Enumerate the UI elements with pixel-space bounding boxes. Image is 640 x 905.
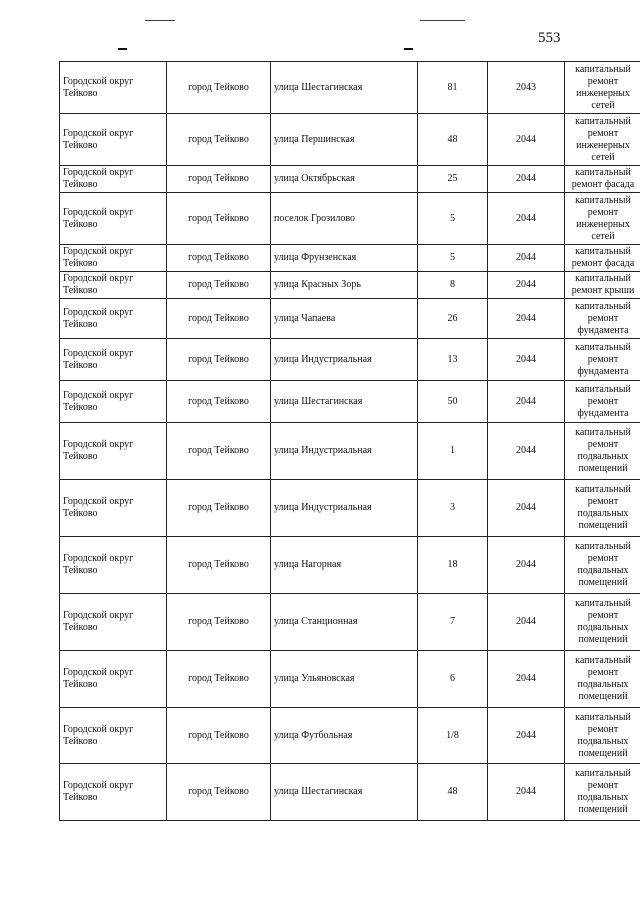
- cell-year: 2044: [488, 764, 565, 821]
- scan-mark: [145, 20, 175, 21]
- scan-dash: [118, 48, 127, 50]
- cell-work-type: капитальный ремонт инженерных сетей: [565, 193, 640, 245]
- cell-house-number: 5: [418, 193, 488, 245]
- cell-district: Городской округ Тейково: [60, 193, 167, 245]
- table-row: [60, 339, 640, 381]
- cell-city: город Тейково: [167, 764, 271, 821]
- cell-house-number: 3: [418, 480, 488, 537]
- table-row: [60, 594, 640, 651]
- cell-district: Городской округ Тейково: [60, 114, 167, 166]
- cell-house-number: 1: [418, 423, 488, 480]
- cell-district: Городской округ Тейково: [60, 651, 167, 708]
- cell-work-type: капитальный ремонт крыши: [565, 272, 640, 299]
- cell-work-type: капитальный ремонт подвальных помещений: [565, 480, 640, 537]
- cell-house-number: 8: [418, 272, 488, 299]
- cell-work-type: капитальный ремонт фундамента: [565, 381, 640, 423]
- cell-work-type: капитальный ремонт подвальных помещений: [565, 594, 640, 651]
- table-row: [60, 651, 640, 708]
- cell-street: улица Шестагинская: [271, 764, 418, 821]
- table-row: [60, 166, 640, 193]
- cell-house-number: 25: [418, 166, 488, 193]
- cell-house-number: 48: [418, 764, 488, 821]
- cell-street: улица Красных Зорь: [271, 272, 418, 299]
- cell-work-type: капитальный ремонт подвальных помещений: [565, 651, 640, 708]
- cell-street: улица Футбольная: [271, 708, 418, 764]
- cell-city: город Тейково: [167, 480, 271, 537]
- cell-year: 2044: [488, 651, 565, 708]
- cell-work-type: капитальный ремонт подвальных помещений: [565, 708, 640, 764]
- cell-year: 2044: [488, 114, 565, 166]
- cell-house-number: 18: [418, 537, 488, 594]
- cell-street: улица Чапаева: [271, 299, 418, 339]
- cell-district: Городской округ Тейково: [60, 272, 167, 299]
- cell-year: 2044: [488, 594, 565, 651]
- scan-mark: [420, 20, 465, 21]
- cell-year: 2044: [488, 272, 565, 299]
- cell-year: 2044: [488, 423, 565, 480]
- table-row: [60, 62, 640, 114]
- cell-city: город Тейково: [167, 708, 271, 764]
- table-row: [60, 114, 640, 166]
- cell-city: город Тейково: [167, 62, 271, 114]
- cell-year: 2044: [488, 166, 565, 193]
- cell-year: 2044: [488, 480, 565, 537]
- cell-district: Городской округ Тейково: [60, 537, 167, 594]
- cell-work-type: капитальный ремонт подвальных помещений: [565, 423, 640, 480]
- cell-year: 2044: [488, 381, 565, 423]
- cell-year: 2043: [488, 62, 565, 114]
- cell-city: город Тейково: [167, 537, 271, 594]
- cell-work-type: капитальный ремонт подвальных помещений: [565, 537, 640, 594]
- cell-work-type: капитальный ремонт подвальных помещений: [565, 764, 640, 821]
- cell-year: 2044: [488, 245, 565, 272]
- cell-district: Городской округ Тейково: [60, 708, 167, 764]
- cell-district: Городской округ Тейково: [60, 166, 167, 193]
- cell-year: 2044: [488, 339, 565, 381]
- cell-house-number: 1/8: [418, 708, 488, 764]
- table-body: [60, 62, 640, 821]
- cell-house-number: 48: [418, 114, 488, 166]
- page-number: 553: [538, 30, 561, 46]
- cell-city: город Тейково: [167, 245, 271, 272]
- table-row: [60, 764, 640, 821]
- cell-work-type: капитальный ремонт фасада: [565, 245, 640, 272]
- table-row: [60, 480, 640, 537]
- cell-city: город Тейково: [167, 381, 271, 423]
- cell-house-number: 13: [418, 339, 488, 381]
- cell-year: 2044: [488, 708, 565, 764]
- cell-year: 2044: [488, 193, 565, 245]
- cell-house-number: 26: [418, 299, 488, 339]
- cell-street: улица Индустриальная: [271, 423, 418, 480]
- cell-district: Городской округ Тейково: [60, 594, 167, 651]
- cell-street: улица Октябрьская: [271, 166, 418, 193]
- table-row: [60, 708, 640, 764]
- cell-city: город Тейково: [167, 651, 271, 708]
- table-row: [60, 245, 640, 272]
- cell-district: Городской округ Тейково: [60, 423, 167, 480]
- cell-street: улица Индустриальная: [271, 480, 418, 537]
- table-row: [60, 193, 640, 245]
- cell-house-number: 5: [418, 245, 488, 272]
- table-row: [60, 381, 640, 423]
- cell-city: город Тейково: [167, 423, 271, 480]
- cell-work-type: капитальный ремонт фундамента: [565, 339, 640, 381]
- cell-house-number: 81: [418, 62, 488, 114]
- cell-city: город Тейково: [167, 166, 271, 193]
- cell-street: улица Фрунзенская: [271, 245, 418, 272]
- cell-city: город Тейково: [167, 339, 271, 381]
- cell-district: Городской округ Тейково: [60, 339, 167, 381]
- cell-district: Городской округ Тейково: [60, 299, 167, 339]
- table-row: [60, 272, 640, 299]
- cell-district: Городской округ Тейково: [60, 480, 167, 537]
- cell-street: улица Шестагинская: [271, 62, 418, 114]
- cell-district: Городской округ Тейково: [60, 62, 167, 114]
- cell-city: город Тейково: [167, 114, 271, 166]
- cell-house-number: 6: [418, 651, 488, 708]
- cell-street: улица Станционная: [271, 594, 418, 651]
- cell-house-number: 50: [418, 381, 488, 423]
- cell-street: улица Индустриальная: [271, 339, 418, 381]
- cell-street: улица Нагорная: [271, 537, 418, 594]
- cell-work-type: капитальный ремонт инженерных сетей: [565, 62, 640, 114]
- table-row: [60, 537, 640, 594]
- table-row: [60, 423, 640, 480]
- cell-city: город Тейково: [167, 594, 271, 651]
- cell-street: улица Шестагинская: [271, 381, 418, 423]
- cell-district: Городской округ Тейково: [60, 245, 167, 272]
- capital-repair-table: [59, 61, 640, 821]
- cell-work-type: капитальный ремонт фундамента: [565, 299, 640, 339]
- cell-year: 2044: [488, 299, 565, 339]
- cell-district: Городской округ Тейково: [60, 764, 167, 821]
- cell-city: город Тейково: [167, 193, 271, 245]
- cell-district: Городской округ Тейково: [60, 381, 167, 423]
- cell-street: поселок Грозилово: [271, 193, 418, 245]
- scan-dash: [404, 48, 413, 50]
- cell-house-number: 7: [418, 594, 488, 651]
- cell-city: город Тейково: [167, 272, 271, 299]
- cell-work-type: капитальный ремонт фасада: [565, 166, 640, 193]
- cell-year: 2044: [488, 537, 565, 594]
- cell-work-type: капитальный ремонт инженерных сетей: [565, 114, 640, 166]
- cell-street: улица Першинская: [271, 114, 418, 166]
- table-row: [60, 299, 640, 339]
- cell-city: город Тейково: [167, 299, 271, 339]
- cell-street: улица Ульяновская: [271, 651, 418, 708]
